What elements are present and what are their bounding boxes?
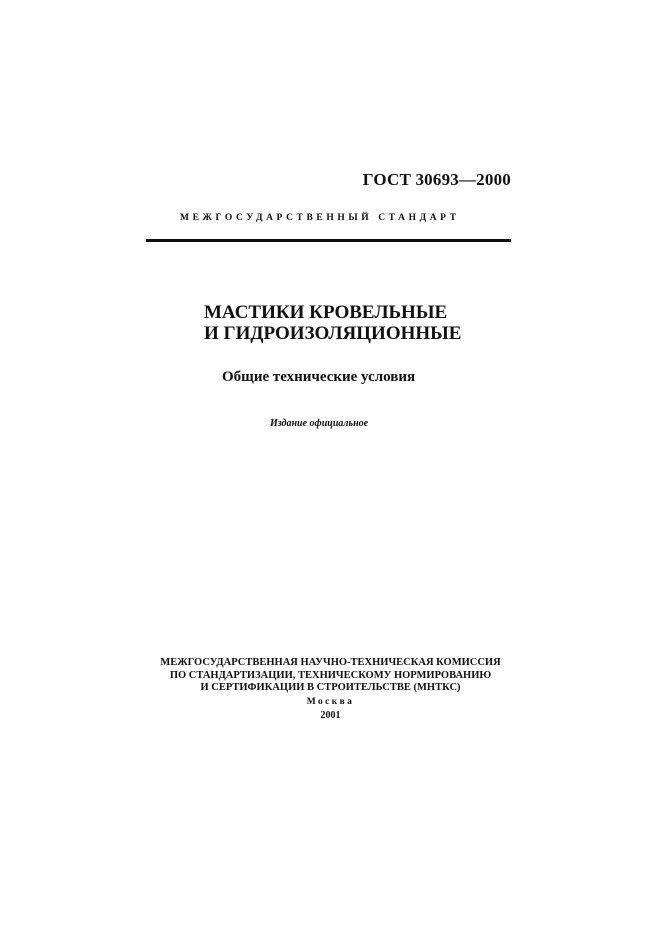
header-rule bbox=[146, 239, 511, 242]
publisher-line: И СЕРТИФИКАЦИИ В СТРОИТЕЛЬСТВЕ (МНТКС) bbox=[200, 682, 461, 693]
standard-type: МЕЖГОСУДАРСТВЕННЫЙ СТАНДАРТ bbox=[180, 213, 460, 223]
document-title bbox=[204, 302, 461, 344]
publication-city: Москва bbox=[306, 697, 355, 707]
publisher-line: МЕЖГОСУДАРСТВЕННАЯ НАУЧНО-ТЕХНИЧЕСКАЯ КОМИССИЯ bbox=[160, 657, 501, 668]
publisher-block bbox=[0, 657, 661, 695]
publication-year: 2001 bbox=[320, 710, 341, 721]
document-subtitle: Общие технические условия bbox=[222, 369, 416, 385]
publisher-line: ПО СТАНДАРТИЗАЦИИ, ТЕХНИЧЕСКОМУ НОРМИРОВАНИЮ bbox=[169, 669, 492, 681]
standard-number: ГОСТ 30693—2000 bbox=[362, 170, 511, 189]
title-line-1: МАСТИКИ КРОВЕЛЬНЫЕ bbox=[204, 302, 448, 323]
edition-note: Издание официальное bbox=[270, 418, 369, 429]
title-line-2: И ГИДРОИЗОЛЯЦИОННЫЕ bbox=[204, 323, 462, 344]
